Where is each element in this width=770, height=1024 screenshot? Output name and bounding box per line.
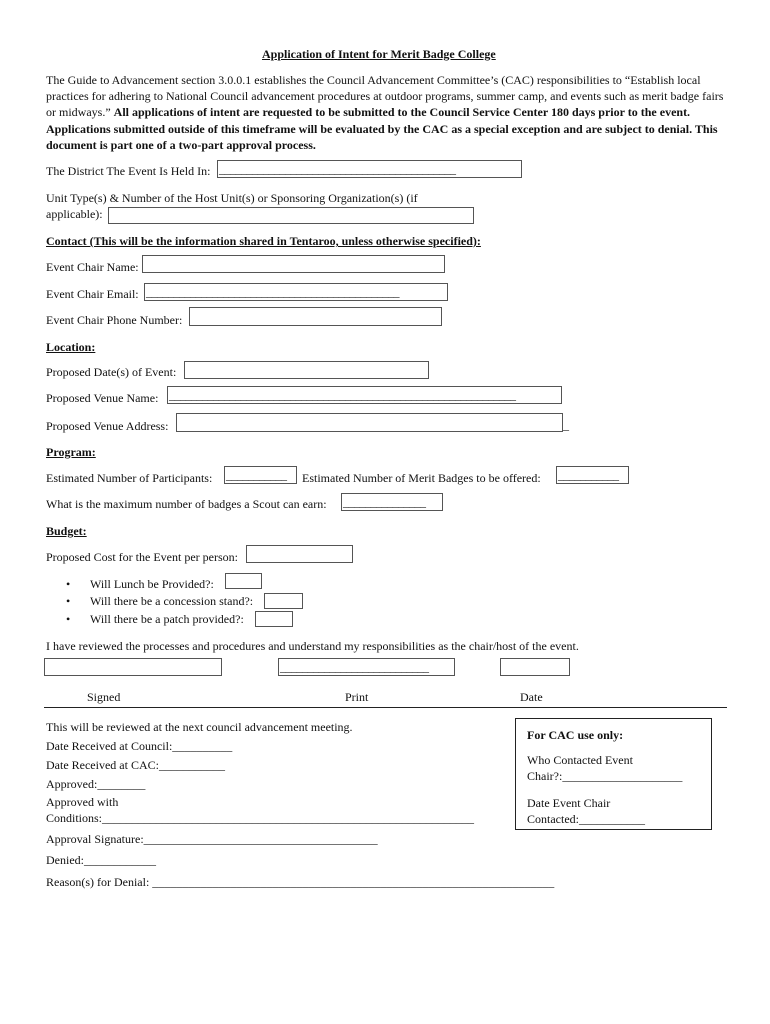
bullet-concession: • bbox=[66, 594, 71, 608]
chair-phone-label: Event Chair Phone Number: bbox=[46, 313, 183, 327]
date-input[interactable] bbox=[500, 658, 570, 676]
lunch-provided-label: Will Lunch be Provided?: bbox=[90, 577, 214, 591]
intro-plain-text: The Guide to Advancement section 3.0.0.1 establishes the Council Advancement Committee’s (CAC) responsibilities to “Establish local practices for adhering to National Council advancement procedures at outdoor programs, summer camp, and events such as merit badge fairs or midways.” bbox=[46, 73, 724, 120]
signed-label: Signed bbox=[87, 690, 121, 704]
venue-name-label: Proposed Venue Name: bbox=[46, 391, 159, 405]
bullet-patch: • bbox=[66, 612, 71, 626]
unit-type-label: Unit Type(s) & Number of the Host Unit(s) or Sponsoring Organization(s) (if bbox=[46, 191, 418, 205]
unit-type-label-cont: applicable): bbox=[46, 207, 103, 221]
program-heading: Program: bbox=[46, 445, 96, 459]
date-label: Date bbox=[520, 690, 543, 704]
unit-type-input[interactable] bbox=[108, 207, 474, 224]
denial-reasons-line: Reason(s) for Denial: ___________________________________________________________________ bbox=[46, 875, 555, 889]
date-received-council: Date Received at Council:__________ bbox=[46, 739, 233, 753]
cost-per-person-input[interactable] bbox=[246, 545, 353, 563]
concession-stand-input[interactable] bbox=[264, 593, 303, 609]
print-underline: ___________________________ bbox=[280, 660, 429, 674]
approval-signature-line: Approval Signature:_______________________________________ bbox=[46, 832, 378, 846]
concession-stand-label: Will there be a concession stand?: bbox=[90, 594, 254, 608]
proposed-dates-label: Proposed Date(s) of Event: bbox=[46, 365, 177, 379]
chair-email-underline: ______________________________________________ bbox=[146, 285, 399, 299]
venue-address-underline: _ bbox=[563, 418, 569, 432]
intro-bold-text: All applications of intent are requested to be submitted to the Council Service Center 180 days prior to the event. Applications submitted outside of this timeframe will be evaluated by the CAC as a special exception and are subject to denial. This document is part one of a two-part approval process. bbox=[46, 105, 718, 152]
max-badges-label: What is the maximum number of badges a Scout can earn: bbox=[46, 497, 327, 511]
print-label: Print bbox=[345, 690, 369, 704]
cac-box-heading: For CAC use only: bbox=[527, 728, 624, 742]
signed-input[interactable] bbox=[44, 658, 222, 676]
venue-address-input[interactable] bbox=[176, 413, 563, 432]
badges-offered-underline: ___________ bbox=[558, 468, 619, 482]
document-title: Application of Intent for Merit Badge College bbox=[262, 47, 496, 61]
participants-label: Estimated Number of Participants: bbox=[46, 471, 213, 485]
acknowledgement-text: I have reviewed the processes and procedures and understand my responsibilities as the chair/host of the event. bbox=[46, 639, 579, 653]
contact-heading: Contact (This will be the information shared in Tentaroo, unless otherwise specified): bbox=[46, 234, 481, 248]
location-heading: Location: bbox=[46, 340, 96, 354]
cac-use-only-box bbox=[515, 718, 712, 830]
proposed-dates-input[interactable] bbox=[184, 361, 429, 379]
max-badges-underline: _______________ bbox=[343, 495, 426, 509]
patch-provided-label: Will there be a patch provided?: bbox=[90, 612, 244, 626]
district-label: The District The Event Is Held In: bbox=[46, 164, 211, 178]
approved-line: Approved:________ bbox=[46, 777, 146, 791]
conditions-line: Conditions:______________________________________________________________ bbox=[46, 811, 475, 825]
cost-per-person-label: Proposed Cost for the Event per person: bbox=[46, 550, 238, 564]
patch-provided-input[interactable] bbox=[255, 611, 293, 627]
review-note: This will be reviewed at the next council advancement meeting. bbox=[46, 720, 353, 734]
intro-paragraph bbox=[46, 72, 732, 153]
who-contacted-label: Who Contacted Event bbox=[527, 753, 633, 767]
venue-address-label: Proposed Venue Address: bbox=[46, 419, 169, 433]
lunch-provided-input[interactable] bbox=[225, 573, 262, 589]
denied-line: Denied:____________ bbox=[46, 853, 156, 867]
badges-offered-label: Estimated Number of Merit Badges to be offered: bbox=[302, 471, 541, 485]
chair-name-label: Event Chair Name: bbox=[46, 260, 139, 274]
district-underline: ___________________________________________ bbox=[219, 162, 456, 176]
chair-phone-input[interactable] bbox=[189, 307, 442, 326]
section-divider bbox=[44, 707, 727, 708]
approved-with-label: Approved with bbox=[46, 795, 119, 809]
date-received-cac: Date Received at CAC:___________ bbox=[46, 758, 225, 772]
date-chair-contacted-line: Contacted:___________ bbox=[527, 812, 645, 826]
participants-underline: ___________ bbox=[226, 468, 287, 482]
chair-name-input[interactable] bbox=[142, 255, 445, 273]
venue-name-underline: _______________________________________________________________ bbox=[169, 388, 516, 402]
date-chair-contacted-label: Date Event Chair bbox=[527, 796, 611, 810]
bullet-lunch: • bbox=[66, 577, 71, 591]
budget-heading: Budget: bbox=[46, 524, 87, 538]
chair-email-label: Event Chair Email: bbox=[46, 287, 139, 301]
who-contacted-line: Chair?:____________________ bbox=[527, 769, 683, 783]
